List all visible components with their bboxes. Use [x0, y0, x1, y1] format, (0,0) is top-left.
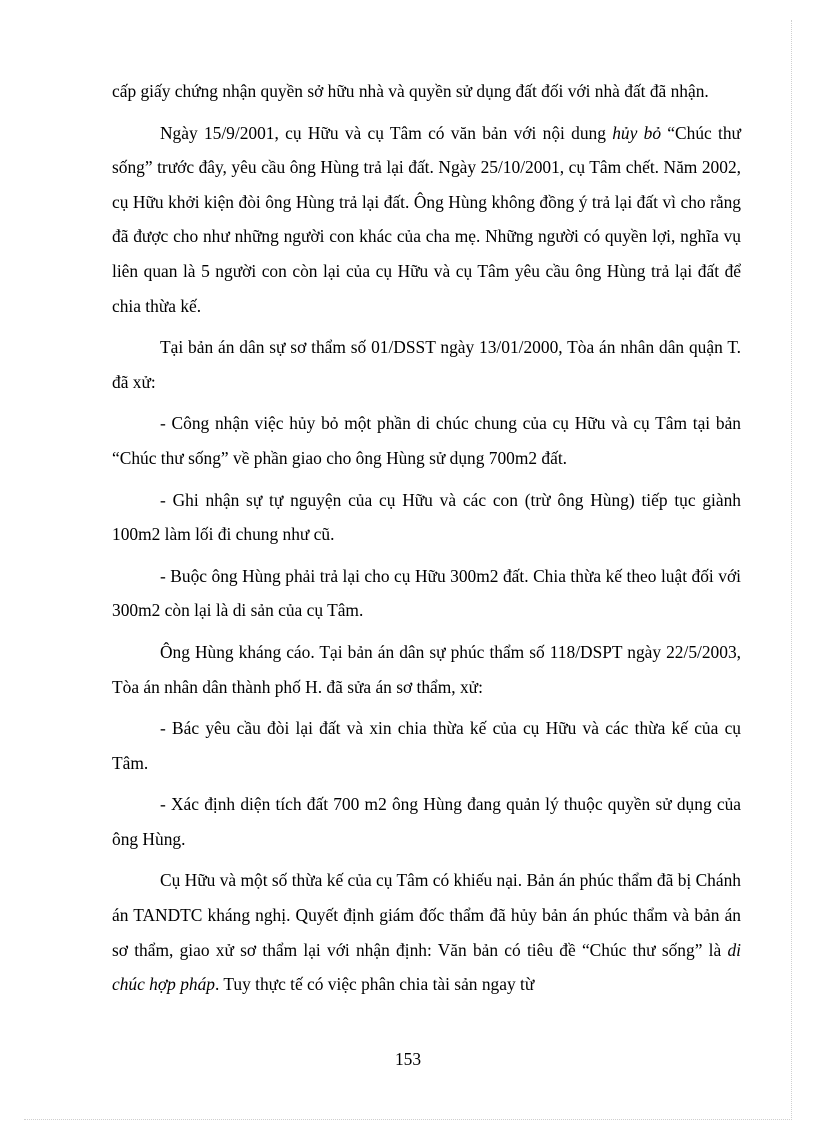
- paragraph-7: [112, 635, 741, 704]
- text-run: Cụ Hữu và một số thừa kế của cụ Tâm có khiếu nại. Bản án phúc thẩm đã bị Chánh án TANDTC kháng nghị. Quyết định giám đốc thẩm đã hủy bản án phúc thẩm và bản án sơ thẩm, giao xử sơ thẩm lại với nhận định: Văn bản có tiêu đề “Chúc thư sống” là: [112, 870, 741, 960]
- paragraph-6: [112, 559, 741, 628]
- text-run: - Công nhận việc hủy bỏ một phần di chúc chung của cụ Hữu và cụ Tâm tại bản “Chúc thư sống” về phần giao cho ông Hùng sử dụng 700m2 đất.: [112, 413, 741, 468]
- paragraph-1: [112, 74, 741, 109]
- text-run: Tại bản án dân sự sơ thẩm số 01/DSST ngày 13/01/2000, Tòa án nhân dân quận T. đã xử:: [112, 337, 741, 392]
- paragraph-3: [112, 330, 741, 399]
- text-run: - Ghi nhận sự tự nguyện của cụ Hữu và các con (trừ ông Hùng) tiếp tục giành 100m2 làm lối đi chung như cũ.: [112, 489, 741, 545]
- text-run: “Chúc thư sống” trước đây, yêu cầu ông Hùng trả lại đất. Ngày 25/10/2001, cụ Tâm chết. Năm 2002, cụ Hữu khởi kiện đòi ông Hùng trả lại đất. Ông Hùng không đồng ý trả lại đất vì cho rằng đã được cho như những người con khác của cha mẹ. Những người có quyền lợi, nghĩa vụ liên quan là 5 người con còn lại của cụ Hữu và cụ Tâm yêu cầu ông Hùng trả lại đất để chia thừa kế.: [112, 122, 741, 316]
- text-run: - Buộc ông Hùng phải trả lại cho cụ Hữu 300m2 đất. Chia thừa kế theo luật đối với 300m2 còn lại là di sản của cụ Tâm.: [112, 565, 741, 621]
- paragraph-8: [112, 711, 741, 780]
- text-run: . Tuy thực tế có việc phân chia tài sản ngay từ: [214, 974, 535, 995]
- paragraph-4: [112, 406, 741, 475]
- paragraph-2: [112, 116, 741, 324]
- text-run: Ngày 15/9/2001, cụ Hữu và cụ Tâm có văn bản với nội dung: [160, 122, 613, 143]
- text-run: - Bác yêu cầu đòi lại đất và xin chia thừa kế của cụ Hữu và các thừa kế của cụ Tâm.: [112, 718, 741, 773]
- italic-text: hủy bỏ: [612, 122, 662, 143]
- paragraph-9: [112, 787, 741, 856]
- text-run: Ông Hùng kháng cáo. Tại bản án dân sự phúc thẩm số 118/DSPT ngày 22/5/2003, Tòa án nhân dân thành phố H. đã sửa án sơ thẩm, xử:: [112, 641, 741, 697]
- page-number: 153: [394, 1049, 422, 1069]
- document-body: [112, 74, 741, 1009]
- paragraph-5: [112, 483, 741, 552]
- paragraph-10: [112, 863, 741, 1001]
- text-run: - Xác định diện tích đất 700 m2 ông Hùng đang quản lý thuộc quyền sử dụng của ông Hùng.: [112, 794, 741, 849]
- italic-text: di chúc hợp pháp: [112, 939, 741, 995]
- text-run: cấp giấy chứng nhận quyền sở hữu nhà và quyền sử dụng đất đối với nhà đất đã nhận.: [112, 81, 709, 101]
